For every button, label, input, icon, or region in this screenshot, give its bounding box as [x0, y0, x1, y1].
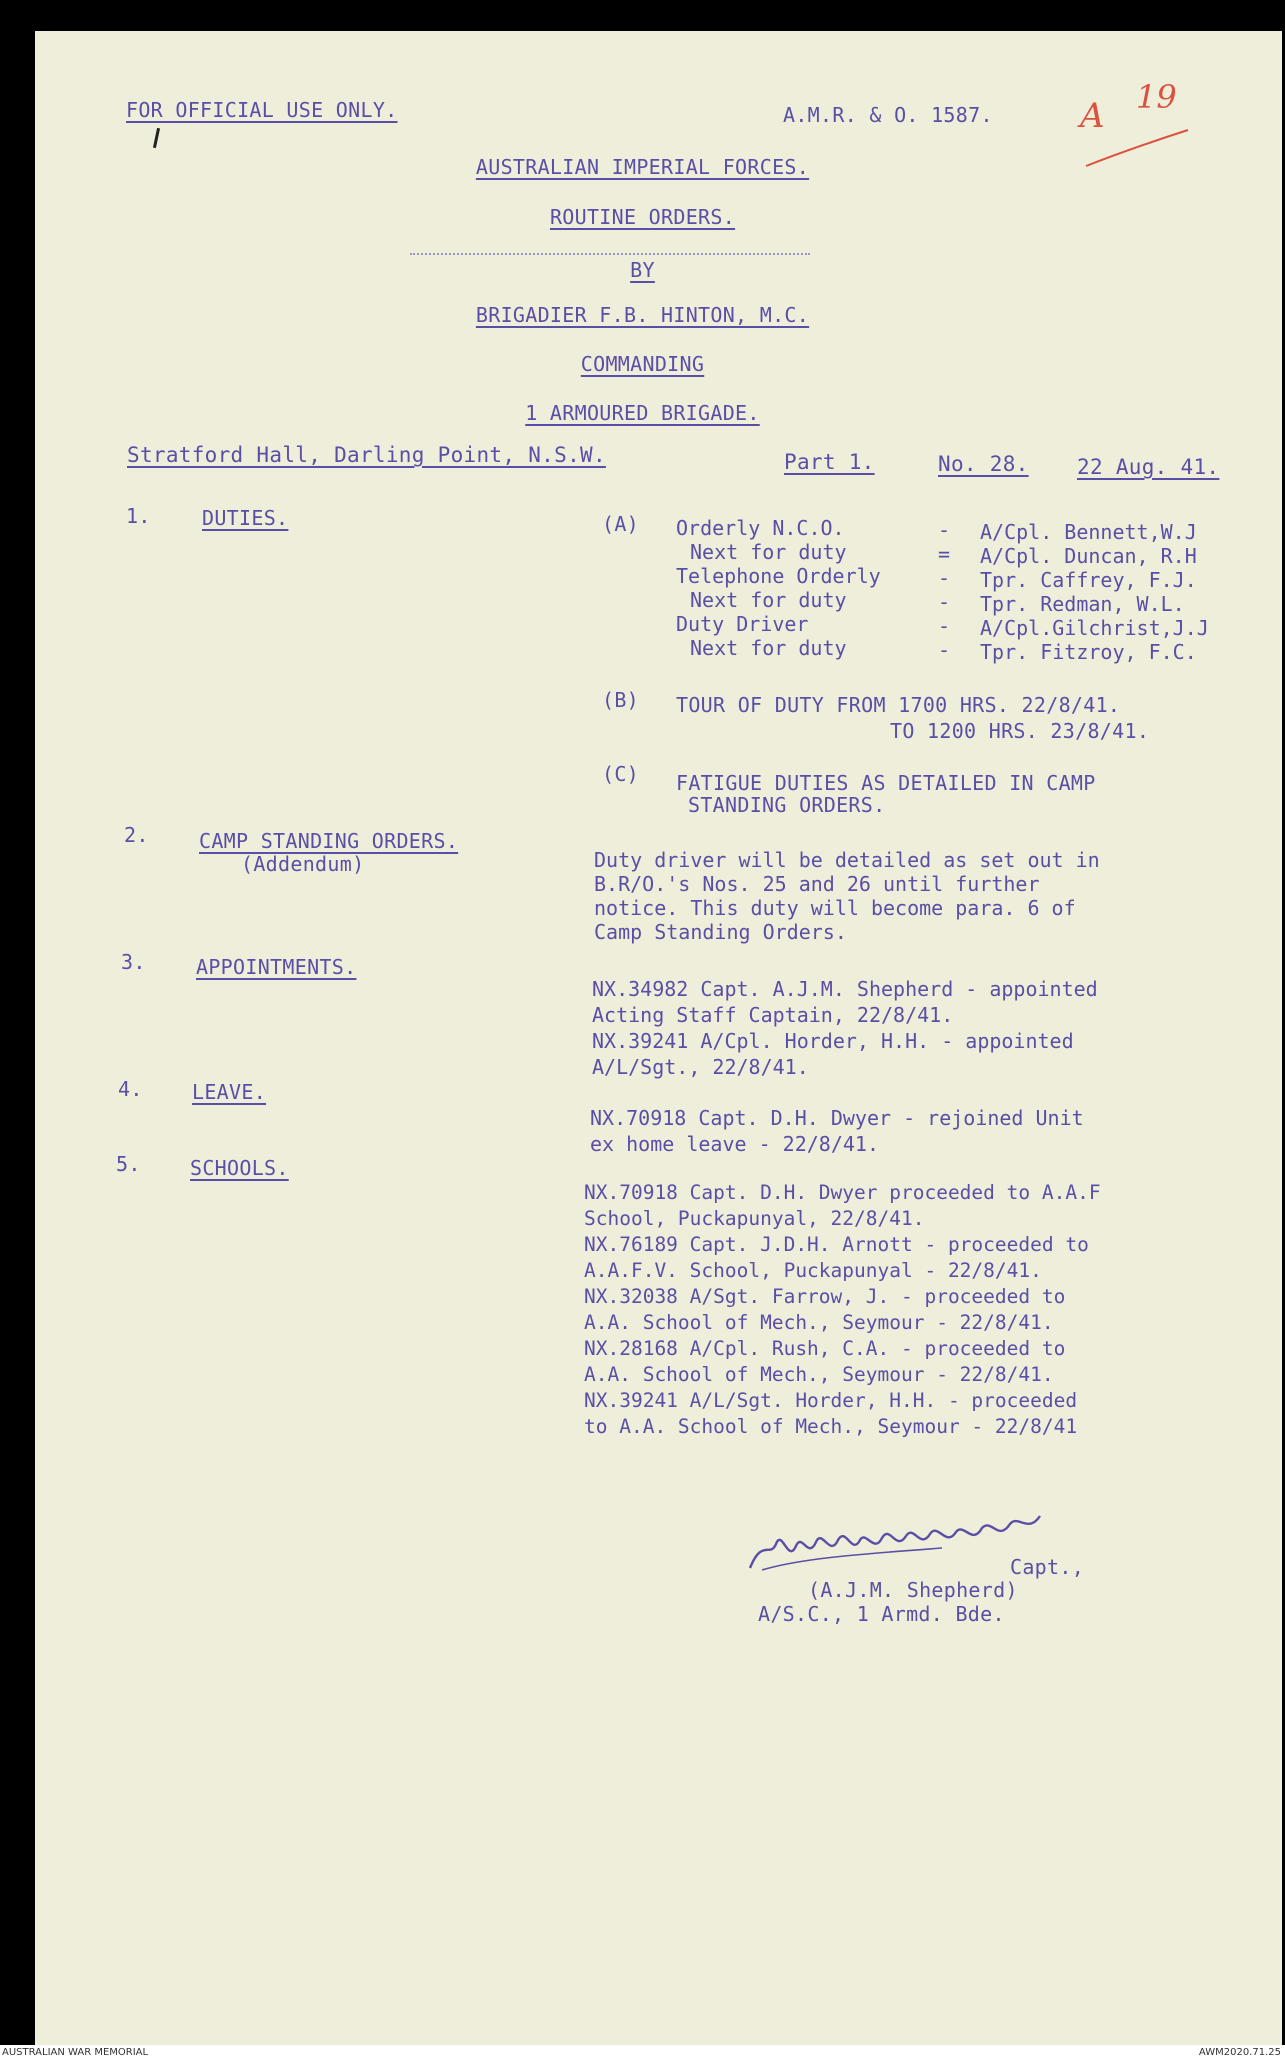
signatory-name: (A.J.M. Shepherd) — [808, 1578, 1018, 1602]
duty-name: Tpr. Redman, W.L. — [980, 592, 1185, 616]
text-line: to A.A. School of Mech., Seymour - 22/8/41 — [584, 1415, 1078, 1438]
duty-role: Next for duty — [690, 636, 847, 660]
signatory-rank: Capt., — [1010, 1555, 1085, 1579]
tour-of-duty-from: TOUR OF DUTY FROM 1700 HRS. 22/8/41. — [676, 693, 1121, 717]
duty-name: A/Cpl.Gilchrist,J.J — [980, 616, 1209, 640]
section-3-title: APPOINTMENTS. — [196, 955, 357, 979]
duty-separator: - — [938, 590, 951, 614]
section-5-number: 5. — [116, 1152, 141, 1176]
text-line: A.A.F.V. School, Puckapunyal - 22/8/41. — [584, 1259, 1042, 1282]
duty-separator: - — [938, 614, 951, 638]
fatigue-duties-line-1: FATIGUE DUTIES AS DETAILED IN CAMP — [676, 771, 1096, 795]
text-line: NX.39241 A/Cpl. Horder, H.H. - appointed — [592, 1029, 1074, 1053]
section-4-text — [590, 1105, 1084, 1157]
text-line: Camp Standing Orders. — [594, 920, 847, 944]
duties-a-label: (A) — [602, 512, 640, 536]
title-line-3: BY — [630, 258, 655, 282]
text-line: NX.32038 A/Sgt. Farrow, J. - proceeded to — [584, 1285, 1066, 1308]
text-line: NX.70918 Capt. D.H. Dwyer proceeded to A.A.F — [584, 1181, 1101, 1204]
duty-separator: = — [938, 542, 951, 566]
duty-role: Telephone Orderly — [676, 564, 881, 588]
location: Stratford Hall, Darling Point, N.S.W. — [127, 443, 606, 467]
order-reference: A.M.R. & O. 1587. — [783, 103, 993, 127]
duty-name: Tpr. Fitzroy, F.C. — [980, 640, 1197, 664]
section-2-text — [594, 848, 1100, 944]
footer-bar — [0, 2045, 1285, 2061]
annotation-number: 19 — [1136, 78, 1177, 116]
duty-role: Duty Driver — [676, 612, 809, 636]
text-line: NX.34982 Capt. A.J.M. Shepherd - appointed — [592, 977, 1098, 1001]
order-date: 22 Aug. 41. — [1077, 455, 1220, 479]
text-line: Acting Staff Captain, 22/8/41. — [592, 1003, 954, 1027]
section-2-number: 2. — [124, 823, 149, 847]
section-3-number: 3. — [121, 950, 146, 974]
title-rule — [410, 253, 810, 255]
title-line-5: COMMANDING — [580, 352, 705, 376]
footer-accession: AWM2020.71.25 — [1198, 2047, 1281, 2058]
duty-name: Tpr. Caffrey, F.J. — [980, 568, 1197, 592]
signatory-unit: A/S.C., 1 Armd. Bde. — [758, 1602, 1005, 1626]
section-4-number: 4. — [118, 1077, 143, 1101]
title-line-4: BRIGADIER F.B. HINTON, M.C. — [475, 303, 810, 327]
section-5-title: SCHOOLS. — [190, 1156, 289, 1180]
duties-c-label: (C) — [602, 762, 640, 786]
title-line-1: AUSTRALIAN IMPERIAL FORCES. — [475, 155, 810, 179]
duty-role: Orderly N.C.O. — [676, 516, 845, 540]
section-2-subtitle: (Addendum) — [241, 852, 365, 876]
section-1-number: 1. — [126, 504, 151, 528]
text-line: A.A. School of Mech., Seymour - 22/8/41. — [584, 1363, 1054, 1386]
section-1-title: DUTIES. — [202, 506, 289, 530]
text-line: NX.76189 Capt. J.D.H. Arnott - proceeded to — [584, 1233, 1089, 1256]
tour-of-duty-to: TO 1200 HRS. 23/8/41. — [890, 719, 1150, 743]
duty-separator: - — [938, 638, 951, 662]
duties-b-label: (B) — [602, 688, 640, 712]
duty-roles — [676, 516, 881, 660]
duty-names — [980, 520, 1209, 664]
text-line: A.A. School of Mech., Seymour - 22/8/41. — [584, 1311, 1054, 1334]
title-line-2: ROUTINE ORDERS. — [549, 205, 736, 229]
section-4-title: LEAVE. — [192, 1080, 267, 1104]
title-line-6: 1 ARMOURED BRIGADE. — [525, 401, 760, 425]
text-line: B.R/O.'s Nos. 25 and 26 until further — [594, 872, 1040, 896]
fatigue-duties-line-2: STANDING ORDERS. — [688, 793, 886, 817]
duty-role: Next for duty — [690, 540, 847, 564]
official-use-label: FOR OFFICIAL USE ONLY. — [126, 98, 398, 122]
duty-role: Next for duty — [690, 588, 847, 612]
section-5-text — [584, 1180, 1101, 1440]
duty-separator: - — [938, 566, 951, 590]
duty-separators — [938, 518, 950, 662]
text-line: Duty driver will be detailed as set out in — [594, 848, 1100, 872]
annotation-letter: A — [1080, 96, 1105, 136]
text-line: NX.39241 A/L/Sgt. Horder, H.H. - proceeded — [584, 1389, 1078, 1412]
part-number: Part 1. — [784, 450, 875, 474]
duty-separator: - — [938, 518, 951, 542]
section-3-text — [592, 976, 1098, 1080]
text-line: notice. This duty will become para. 6 of — [594, 896, 1076, 920]
text-line: NX.28168 A/Cpl. Rush, C.A. - proceeded to — [584, 1337, 1066, 1360]
duty-name: A/Cpl. Duncan, R.H — [980, 544, 1197, 568]
text-line: School, Puckapunyal, 22/8/41. — [584, 1207, 925, 1230]
text-line: A/L/Sgt., 22/8/41. — [592, 1055, 809, 1079]
duty-name: A/Cpl. Bennett,W.J — [980, 520, 1197, 544]
footer-source: AUSTRALIAN WAR MEMORIAL — [2, 2047, 149, 2058]
order-number: No. 28. — [938, 452, 1029, 476]
text-line: ex home leave - 22/8/41. — [590, 1132, 879, 1156]
section-2-title: CAMP STANDING ORDERS. — [199, 829, 459, 853]
text-line: NX.70918 Capt. D.H. Dwyer - rejoined Unit — [590, 1106, 1084, 1130]
